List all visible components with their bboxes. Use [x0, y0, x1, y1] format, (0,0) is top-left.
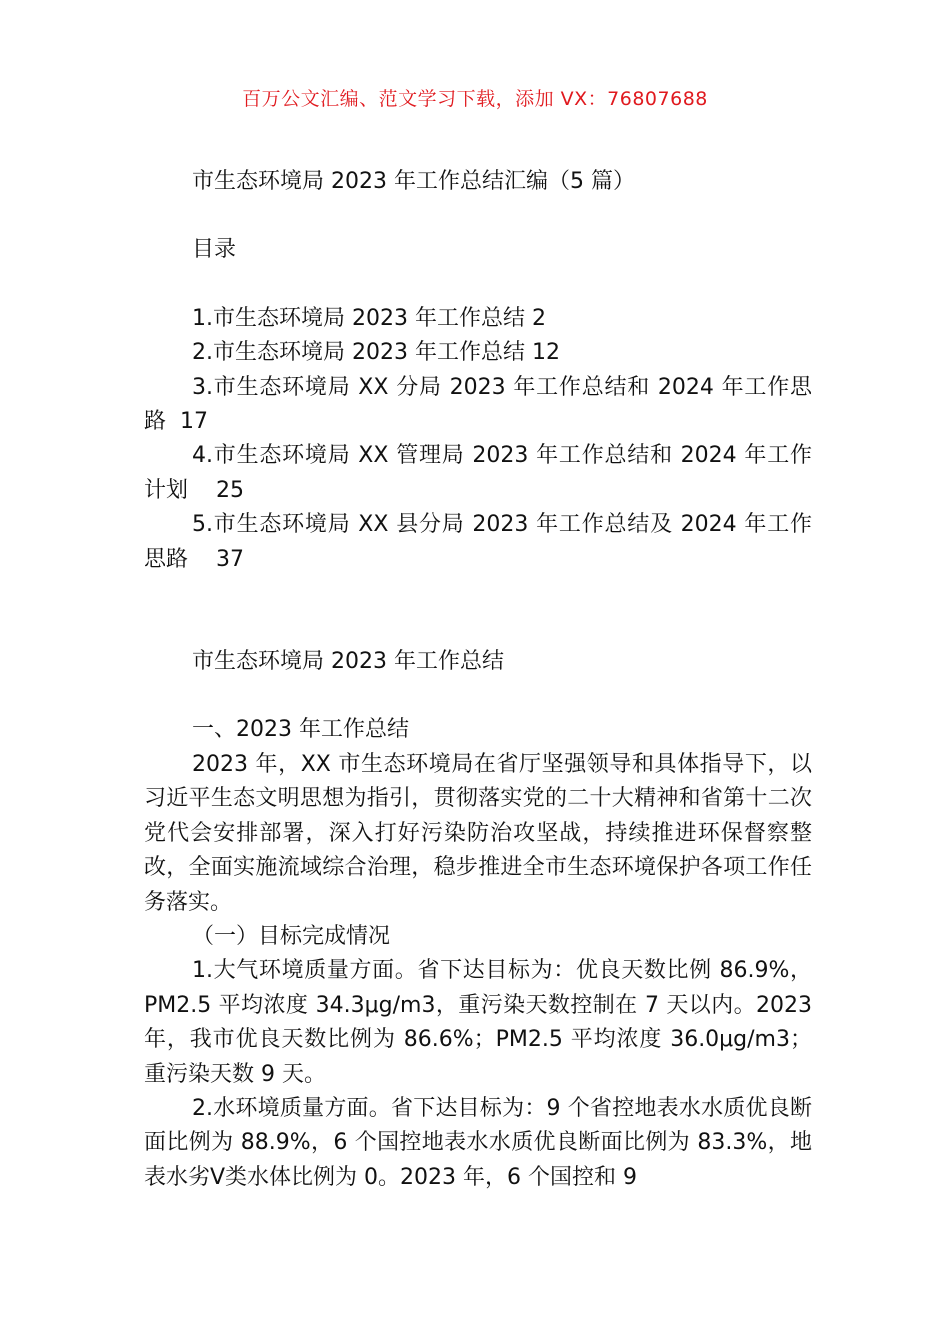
toc-item-page: 12	[531, 340, 560, 366]
toc-item[interactable]	[144, 439, 812, 508]
toc-item-text: 4.市生态环境局 XX 管理局 2023 年工作总结和 2024 年工作计划	[144, 443, 812, 503]
toc-item-page: 25	[216, 477, 244, 503]
body-paragraph: 2023 年，XX 市生态环境局在省厅坚强领导和具体指导下，以习近平生态文明思想为指引，贯彻落实党的二十大精神和省第十二次党代会安排部署，深入打好污染防治攻坚战，持续推进环保督察整改，全面实施流域综合治理，稳步推进全市生态环境保护各项工作任务落实。	[144, 751, 812, 915]
heading-level-2: （一）目标完成情况	[192, 923, 391, 949]
toc-item-text: 5.市生态环境局 XX 县分局 2023 年工作总结及 2024 年工作思路	[144, 512, 812, 572]
table-of-contents	[144, 302, 812, 577]
toc-item[interactable]	[144, 508, 812, 577]
toc-item-text: 1.市生态环境局 2023 年工作总结	[192, 305, 525, 331]
toc-item-text: 3.市生态环境局 XX 分局 2023 年工作总结和 2024 年工作思路	[144, 374, 812, 435]
toc-item-page: 2	[531, 305, 546, 331]
body-paragraph: 2.水环境质量方面。省下达目标为：9 个省控地表水水质优良断面比例为 88.9%，6 个国控地表水水质优良断面比例为 83.3%，地表水劣Ⅴ类水体比例为 0。2023 年，6 个国控和 9	[144, 1095, 812, 1190]
toc-item[interactable]	[144, 371, 812, 440]
toc-item-page: 17	[180, 409, 209, 435]
toc-item-text: 2.市生态环境局 2023 年工作总结	[192, 340, 525, 366]
toc-item[interactable]	[144, 336, 812, 370]
toc-item[interactable]	[144, 302, 812, 336]
body-paragraph: 1.大气环境质量方面。省下达目标为：优良天数比例 86.9%，PM2.5 平均浓度 34.3μg/m3，重污染天数控制在 7 天以内。2023 年，我市优良天数比例为 86.6%；PM2.5 平均浓度 36.0μg/m3；重污染天数 9 天。	[144, 958, 812, 1087]
section-title: 市生态环境局 2023 年工作总结	[192, 649, 504, 675]
document-body	[144, 165, 812, 1195]
heading-level-1: 一、2023 年工作总结	[192, 717, 409, 743]
toc-heading: 目录	[192, 237, 237, 263]
toc-item-page: 37	[216, 546, 244, 572]
document-title: 市生态环境局 2023 年工作总结汇编（5 篇）	[192, 169, 635, 194]
promo-banner: 百万公文汇编、范文学习下载，添加 VX：76807688	[242, 88, 708, 110]
